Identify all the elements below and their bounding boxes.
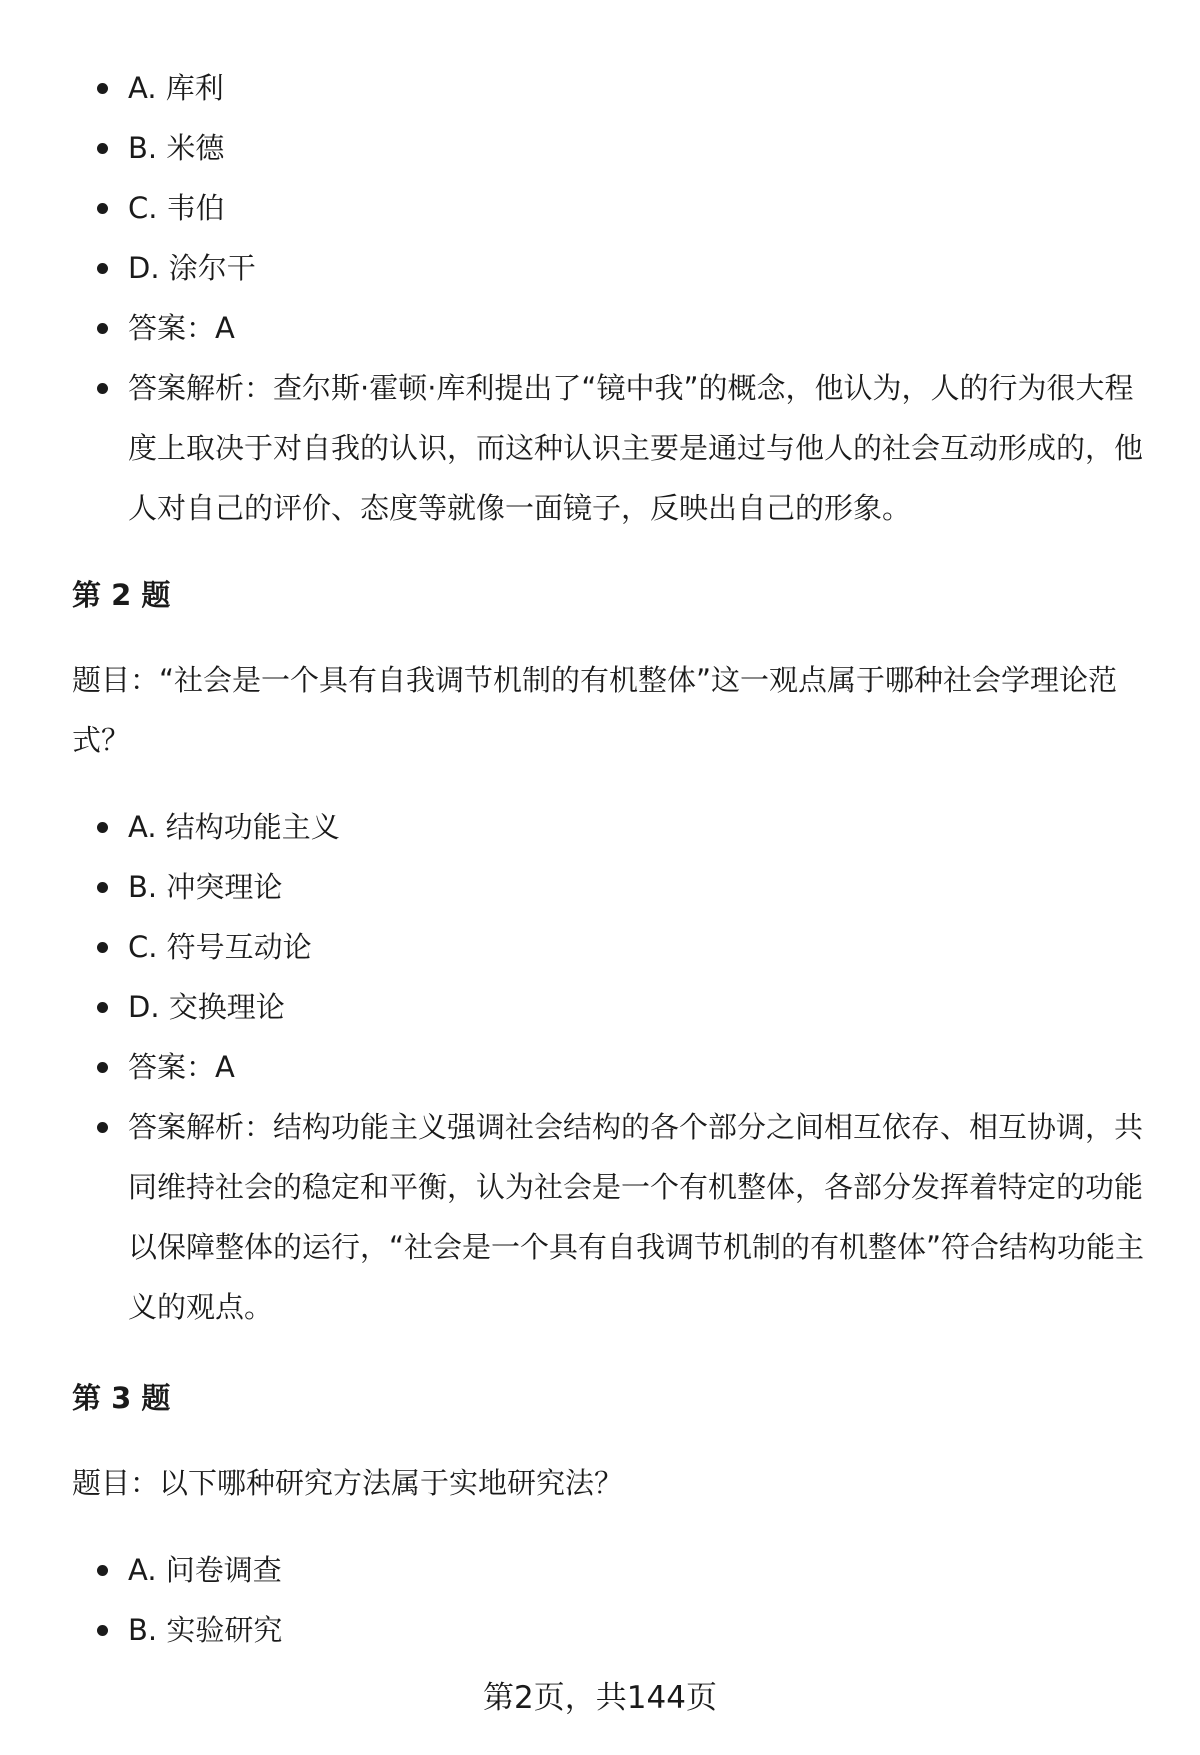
q1-option-c: C. 韦伯 (0, 178, 1200, 238)
q2-explanation: 答案解析：结构功能主义强调社会结构的各个部分之间相互依存、相互协调，共同维持社会的稳定和平衡，认为社会是一个有机整体，各部分发挥着特定的功能以保障整体的运行，“社会是一个具有自我调节机制的有机整体”符合结构功能主义的观点。 (0, 1097, 1200, 1337)
q1-option-b: B. 米德 (0, 118, 1200, 178)
q1-option-a: A. 库利 (0, 58, 1200, 118)
q2-option-a: A. 结构功能主义 (0, 797, 1200, 857)
q3-question: 题目：以下哪种研究方法属于实地研究法？ (72, 1466, 624, 1500)
q3-option-list (0, 1540, 1200, 1660)
q1-option-d: D. 涂尔干 (0, 238, 1200, 298)
q1-option-list (0, 58, 1200, 538)
q2-question: 题目：“社会是一个具有自我调节机制的有机整体”这一观点属于哪种社会学理论范式？ (72, 663, 1118, 757)
page-number-footer: 第2页，共144页 (483, 1680, 717, 1716)
q3-option-a: A. 问卷调查 (0, 1540, 1200, 1600)
q2-option-list (0, 797, 1200, 1337)
q2-option-b: B. 冲突理论 (0, 857, 1200, 917)
q2-option-d: D. 交换理论 (0, 977, 1200, 1037)
q2-heading: 第 2 题 (72, 578, 171, 612)
q2-option-c: C. 符号互动论 (0, 917, 1200, 977)
q1-explanation: 答案解析：查尔斯·霍顿·库利提出了“镜中我”的概念，他认为，人的行为很大程度上取决于对自我的认识，而这种认识主要是通过与他人的社会互动形成的，他人对自己的评价、态度等就像一面镜子，反映出自己的形象。 (0, 358, 1200, 538)
q3-option-b: B. 实验研究 (0, 1600, 1200, 1660)
q3-heading: 第 3 题 (72, 1381, 171, 1415)
q2-answer: 答案：A (0, 1037, 1200, 1097)
q1-answer: 答案：A (0, 298, 1200, 358)
